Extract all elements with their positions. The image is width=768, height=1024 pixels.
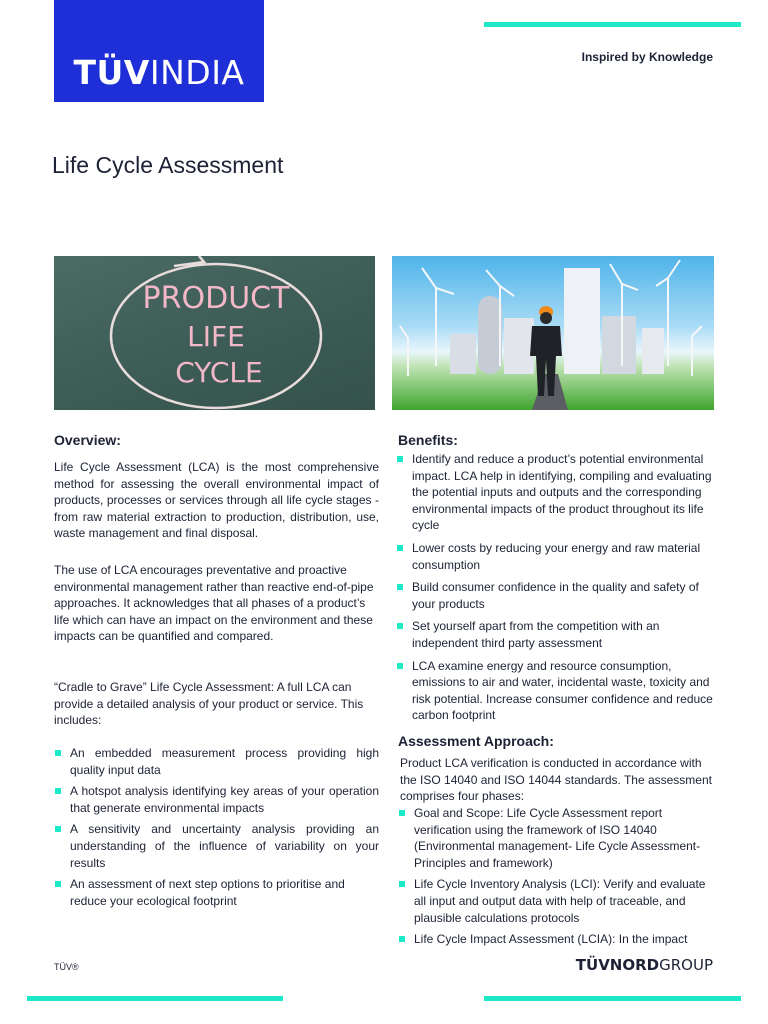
list-item: A sensitivity and uncertainty analysis providing an understanding of the influence of variability on your results bbox=[54, 821, 379, 871]
tagline: Inspired by Knowledge bbox=[581, 50, 713, 64]
top-accent-bar bbox=[484, 22, 741, 27]
list-item: Build consumer confidence in the quality and safety of your products bbox=[396, 579, 718, 612]
assessment-approach-heading: Assessment Approach: bbox=[398, 733, 554, 749]
bullet-square-icon bbox=[55, 881, 61, 887]
green-city-wind-turbines-image bbox=[392, 256, 714, 410]
bottom-accent-bar-right bbox=[484, 996, 741, 1001]
tuv-nord-group-logo: TÜVNORDGROUP bbox=[575, 956, 713, 974]
list-item: Lower costs by reducing your energy and raw material consumption bbox=[396, 540, 718, 573]
bullet-square-icon bbox=[399, 936, 405, 942]
page-title: Life Cycle Assessment bbox=[52, 152, 284, 178]
list-item: A hotspot analysis identifying key areas of your operation that generate environmental impacts bbox=[54, 783, 379, 816]
overview-paragraph-3: “Cradle to Grave” Life Cycle Assessment: A full LCA can provide a detailed analysis of your product or service. This includes: bbox=[54, 680, 364, 728]
footer-trademark: TÜV® bbox=[54, 962, 79, 972]
benefits-list bbox=[396, 451, 718, 724]
list-item: Set yourself apart from the competition with an independent third party assessment bbox=[396, 618, 718, 651]
logo-wordmark: TÜVINDIA bbox=[73, 53, 245, 92]
bullet-square-icon bbox=[397, 663, 403, 669]
product-life-cycle-chalkboard-image bbox=[54, 256, 375, 410]
list-item: An assessment of next step options to prioritise and reduce your ecological footprint bbox=[54, 876, 379, 909]
bullet-square-icon bbox=[397, 623, 403, 629]
chalk-line-2: LIFE bbox=[187, 320, 245, 353]
bullet-square-icon bbox=[397, 456, 403, 462]
tuv-india-logo bbox=[54, 0, 264, 102]
bottom-accent-bar-left bbox=[27, 996, 283, 1001]
bullet-square-icon bbox=[55, 750, 61, 756]
overview-list bbox=[54, 745, 379, 909]
bullet-square-icon bbox=[397, 545, 403, 551]
assessment-intro: Product LCA verification is conducted in accordance with the ISO 14040 and ISO 14044 standards. The assessment comprises four phases: bbox=[400, 756, 712, 804]
overview-heading: Overview: bbox=[54, 432, 121, 448]
list-item: Life Cycle Impact Assessment (LCIA): In the impact bbox=[398, 931, 718, 948]
bullet-square-icon bbox=[399, 881, 405, 887]
bullet-square-icon bbox=[397, 584, 403, 590]
overview-paragraph-2: The use of LCA encourages preventative and proactive environmental management rather than reactive end-of-pipe approaches. It acknowledges that all phases of a product’s life which can have an impact on the environment and these impacts can be quantified and compared. bbox=[54, 563, 374, 644]
list-item: Life Cycle Inventory Analysis (LCI): Verify and evaluate all input and output data with help of traceable, and plausible calculations protocols bbox=[398, 876, 718, 926]
assessment-phases-list bbox=[398, 805, 718, 948]
list-item: An embedded measurement process providing high quality input data bbox=[54, 745, 379, 778]
list-item: Identify and reduce a product’s potential environmental impact. LCA help in identifying, compiling and evaluating the potential inputs and outputs and the corresponding environmental impacts of the product throughout its life cycle bbox=[396, 451, 718, 534]
chalk-line-1: PRODUCT bbox=[142, 281, 290, 316]
chalk-line-3: CYCLE bbox=[175, 356, 263, 389]
list-item: Goal and Scope: Life Cycle Assessment report verification using the framework of ISO 14040 (Environmental management- Life Cycle Assessment- Principles and framework) bbox=[398, 805, 718, 871]
benefits-heading: Benefits: bbox=[398, 432, 458, 448]
bullet-square-icon bbox=[399, 810, 405, 816]
overview-paragraph-1: Life Cycle Assessment (LCA) is the most comprehensive method for assessing the overall environmental impact of products, processes or services through all life cycle stages - from raw material extraction to production, distribution, use, waste management and final disposal. bbox=[54, 460, 379, 541]
bullet-square-icon bbox=[55, 788, 61, 794]
bullet-square-icon bbox=[55, 826, 61, 832]
list-item: LCA examine energy and resource consumption, emissions to air and water, incidental waste, toxicity and risk potential. Increase consumer confidence and reduce carbon footprint bbox=[396, 658, 718, 724]
